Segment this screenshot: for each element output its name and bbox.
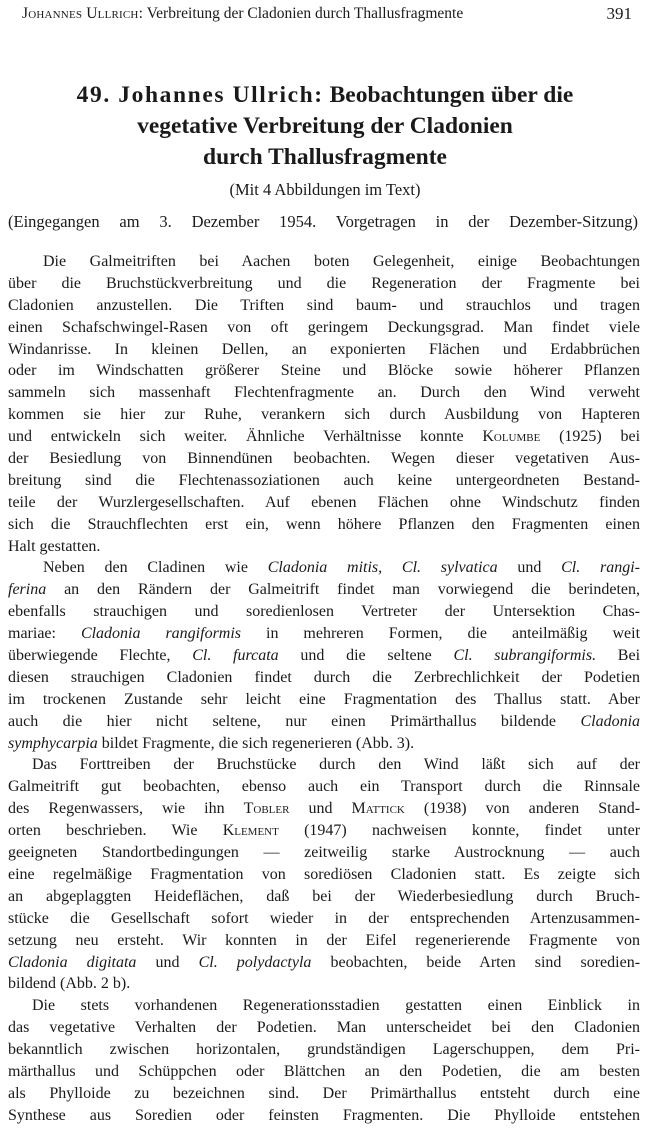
text-line: sammeln sich massenhaft Flechtenfragmente an. Durch den Wind verweht: [8, 384, 640, 402]
text-line: bekanntlich zwischen horizontalen, grundständigen Lagerschuppen, dem Pri-: [8, 1041, 640, 1059]
species-name: Cladonia: [580, 712, 640, 730]
text-segment: und: [308, 800, 333, 818]
species-name: Cl. rangi-: [561, 559, 640, 577]
text-segment: des Regenwassers, wie ihn: [8, 800, 225, 818]
text-line: teile der Wurzlergesellschaften. Auf ebenen Flächen ohne Windschutz finden: [8, 493, 640, 511]
text-segment: und entwickeln sich weiter. Ähnliche Verhältnisse konnte: [8, 428, 464, 446]
title-line-3: durch Thallusfragmente: [203, 144, 447, 170]
author-citation: Kolumbe: [482, 428, 541, 446]
text-line: einen Schafschwingel-Rasen von oft geringem Deckungsgrad. Man findet viele: [8, 318, 640, 336]
author-citation: Klement: [222, 822, 279, 840]
text-segment: überwiegende Flechte,: [8, 647, 171, 665]
text-line: Die Galmeitriften bei Aachen boten Gelegenheit, einige Beobachtungen: [43, 253, 640, 270]
author-citation: Tobler: [243, 800, 290, 818]
species-name: symphycarpia: [8, 734, 98, 752]
text-line: Die stets vorhandenen Regenerationsstadien gestatten einen Einblick in: [32, 997, 640, 1015]
article-number-author: 49. Johannes Ullrich:: [76, 82, 324, 108]
species-name: Cl. subrangiformis.: [453, 647, 597, 665]
text-segment: (1938) von anderen Stand-: [423, 800, 640, 818]
text-segment: in mehreren Formen, die anteilmäßig weit: [266, 625, 640, 643]
species-name: Cladonia mitis, Cl. sylvatica: [267, 559, 498, 577]
text-line: oder im Windschatten größerer Steine und Blöcke sowie höherer Pflanzen: [8, 362, 640, 380]
article-title: [8, 80, 642, 173]
text-line: märthallus und Schüppchen oder Blättchen an den Podetien, die am besten: [8, 1062, 640, 1080]
text-line: [8, 733, 640, 755]
text-line: [8, 645, 640, 667]
text-line: im trockenen Zustande sehr leicht eine Fragmentation des Thallus statt. Aber: [8, 690, 640, 708]
text-line: sich die Strauchflechten erst ein, wenn höhere Pflanzen den Fragmenten einen: [8, 515, 640, 533]
text-line: an abgeplaggten Heideflächen, daß bei der Wiederbesiedlung durch Bruch-: [8, 887, 640, 905]
text-line: Das Forttreiben der Bruchstücke durch den Wind läßt sich auf der: [32, 756, 640, 774]
text-segment: orten beschrieben. Wie: [8, 822, 198, 840]
species-name: Cladonia digitata: [8, 953, 137, 971]
species-name: ferina: [8, 581, 47, 599]
text-line: [8, 711, 640, 733]
text-line: bildend (Abb. 2 b).: [8, 975, 131, 993]
text-segment: beobachten, beide Arten sind soredien-: [330, 953, 640, 971]
text-line: [8, 426, 640, 448]
text-line: als Phylloide zu bezeichnen sind. Der Primärthallus entsteht durch eine: [8, 1084, 640, 1102]
article-subtitle: (Mit 4 Abbildungen im Text): [229, 180, 421, 199]
text-line: [8, 557, 640, 579]
paragraph-4: [8, 995, 640, 1126]
paragraph-1: [8, 251, 640, 557]
title-line-1-rest: Beobachtungen über die: [329, 82, 574, 108]
text-line: setzung neu ersteht. Wir konnten in der Eifel regenerierende Fragmente von: [8, 931, 640, 949]
text-line: diesen strauchigen Cladonien findet durch die Zerbrechlichkeit der Podetien: [8, 668, 640, 686]
text-line: [8, 579, 640, 601]
text-line: stücke die Gesellschaft sofort wieder in der entsprechenden Artenzusammen-: [8, 909, 640, 927]
text-line: Galmeitrift gut beobachten, ebenso auch ein Transport durch die Rinnsale: [8, 778, 640, 796]
running-head-title: Verbreitung der Cladonien durch Thallusfragmente: [146, 5, 464, 22]
species-name: Cladonia rangiformis: [80, 625, 242, 643]
text-line: Windanrisse. In kleinen Dellen, an exponierten Flächen und Erdabbrüchen: [8, 340, 640, 358]
text-segment: an den Rändern der Galmeitrift findet man vorwiegend die berindeten,: [64, 581, 640, 599]
text-line: [8, 798, 640, 820]
text-line: Synthese aus Soredien oder feinsten Fragmenten. Die Phylloide entstehen: [8, 1106, 640, 1124]
text-line: eine regelmäßige Fragmentation von sorediösen Cladonien statt. Es zeigte sich: [8, 865, 640, 883]
article-body: [8, 251, 640, 1127]
paragraph-2: [8, 557, 640, 754]
text-line: Halt gestatten.: [8, 537, 101, 555]
paragraph-3: [8, 754, 640, 995]
page-number: 391: [606, 4, 632, 23]
text-line: [8, 952, 640, 974]
species-name: Cl. furcata: [192, 647, 279, 665]
text-segment: (1947) nachweisen konnte, findet unter: [304, 822, 640, 840]
text-segment: mariae:: [8, 625, 56, 643]
text-line: über die Bruchstückverbreitung und die Regeneration der Fragmente bei: [8, 274, 640, 292]
text-segment: Bei: [617, 647, 640, 665]
running-head-author: Johannes Ullrich:: [22, 5, 144, 22]
received-note: (Eingegangen am 3. Dezember 1954. Vorgetragen in der Dezember-Sitzung): [8, 212, 638, 231]
running-head: [22, 2, 632, 26]
text-line: ebenfalls strauchigen und soredienlosen Vertreter der Untersektion Chas-: [8, 603, 640, 621]
author-citation: Mattick: [351, 800, 405, 818]
text-segment: bildet Fragmente, die sich regenerieren (Abb. 3).: [101, 734, 415, 752]
text-line: [8, 623, 640, 645]
text-line: [8, 820, 640, 842]
text-line: kommen sie hier zur Ruhe, verankern sich durch Ausbildung von Hapteren: [8, 406, 640, 424]
text-line: breitung sind die Flechtenassoziationen auch keine untergeordneten Bestand-: [8, 471, 640, 489]
text-segment: und: [517, 559, 542, 577]
text-line: Cladonien anzustellen. Die Triften sind baum- und strauchlos und tragen: [8, 296, 640, 314]
text-segment: und: [155, 953, 180, 971]
species-name: Cl. polydactyla: [198, 953, 312, 971]
text-segment: Neben den Cladinen wie: [43, 559, 248, 577]
text-line: der Besiedlung von Binnendünen beobachten. Wegen dieser vegetativen Aus-: [8, 450, 640, 468]
text-segment: (1925) bei: [559, 428, 640, 446]
title-line-2: vegetative Verbreitung der Cladonien: [137, 113, 513, 139]
text-line: geeigneten Standortbedingungen — zeitweilig starke Austrocknung — auch: [8, 844, 640, 862]
text-segment: auch die hier nicht seltene, nur einen Primärthallus bildende: [8, 712, 556, 730]
text-line: das vegetative Verhalten der Podetien. Man unterscheidet bei den Cladonien: [8, 1019, 640, 1037]
text-segment: und die seltene: [300, 647, 432, 665]
title-line-1: [8, 80, 642, 111]
